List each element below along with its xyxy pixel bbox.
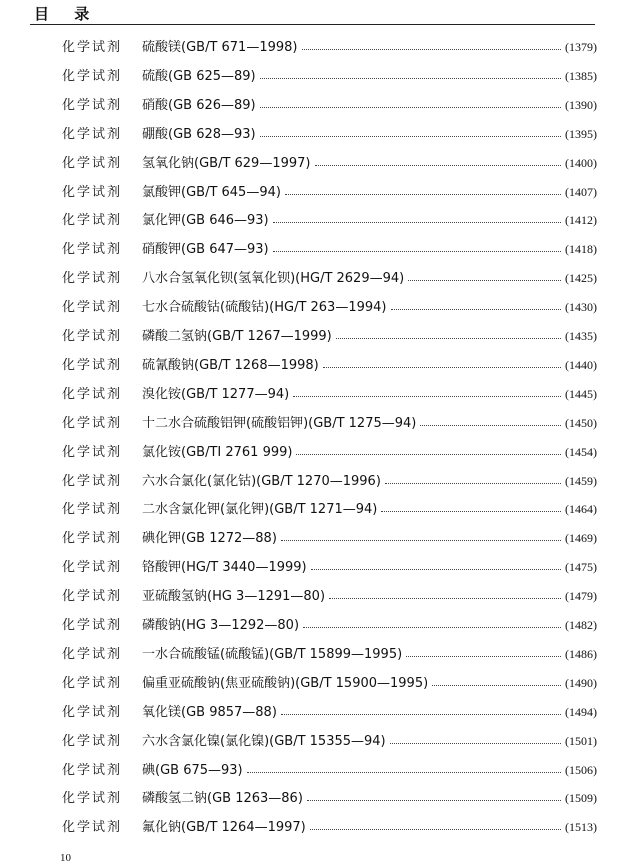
entry-category: 化学试剂 (62, 618, 123, 633)
entry-line (142, 296, 597, 315)
entry-title: 硝酸钾(GB 647—93) (142, 242, 269, 258)
toc-entry[interactable] (0, 787, 625, 809)
entry-line (142, 672, 597, 691)
entry-page-number: (1445) (565, 386, 597, 401)
entry-line (142, 65, 597, 84)
entry-title: 硼酸(GB 628—93) (142, 126, 256, 142)
entry-title: 磷酸钠(HG 3—1292—80) (142, 618, 300, 633)
entry-line (142, 181, 597, 200)
entry-category: 化学试剂 (62, 646, 123, 662)
toc-entry[interactable] (0, 672, 625, 694)
dot-leader (381, 511, 561, 512)
entry-page-number: (1385) (565, 68, 597, 83)
entry-page-number: (1501) (565, 733, 597, 748)
entry-line (142, 585, 597, 604)
dot-leader (273, 222, 561, 223)
toc-entry[interactable] (0, 585, 625, 607)
dot-leader (260, 107, 561, 108)
dot-leader (408, 280, 561, 281)
entry-line (142, 267, 597, 286)
entry-title: 亚硫酸氢钠(HG 3—1291—80) (142, 589, 326, 605)
toc-entry[interactable] (0, 759, 625, 781)
entry-title: 一水合硫酸锰(硫酸锰)(GB/T 15899—1995) (142, 646, 403, 662)
toc-entry[interactable] (0, 643, 625, 665)
dot-leader (296, 454, 561, 455)
toc-entry[interactable] (0, 354, 625, 376)
entry-category: 化学试剂 (62, 242, 123, 258)
toc-entry[interactable] (0, 325, 625, 347)
entry-line (142, 36, 597, 55)
entry-category: 化学试剂 (62, 531, 123, 547)
toc-entry[interactable] (0, 123, 625, 145)
toc-entry[interactable] (0, 209, 625, 231)
entry-title: 七水合硫酸钴(硫酸钴)(HG/T 263—1994) (142, 300, 387, 316)
dot-leader (311, 569, 561, 570)
entry-title: 六水含氯化镍(氯化镍)(GB/T 15355—94) (142, 733, 386, 749)
entry-category: 化学试剂 (62, 589, 123, 605)
dot-leader (323, 367, 561, 368)
dot-leader (281, 540, 561, 541)
dot-leader (310, 829, 561, 830)
entry-category: 化学试剂 (62, 126, 123, 142)
entry-page-number: (1395) (565, 126, 597, 141)
entry-title: 硝酸(GB 626—89) (142, 97, 256, 113)
entry-line (142, 643, 597, 662)
entry-page-number: (1482) (565, 618, 597, 632)
entry-page-number: (1454) (565, 444, 597, 459)
toc-entry[interactable] (0, 152, 625, 174)
entry-line (142, 759, 597, 778)
entry-page-number: (1390) (565, 97, 597, 112)
toc-entry[interactable] (0, 383, 625, 405)
entry-title: 氯化钾(GB 646—93) (142, 213, 269, 229)
entry-line (142, 701, 597, 720)
entry-title: 氟化钠(GB/T 1264—1997) (142, 820, 306, 836)
entry-line (142, 94, 597, 113)
entry-page-number: (1435) (565, 329, 597, 343)
entry-category: 化学试剂 (62, 329, 123, 344)
entry-page-number: (1486) (565, 646, 597, 661)
entry-category: 化学试剂 (62, 155, 123, 171)
entry-line (142, 816, 597, 835)
entry-page-number: (1490) (565, 675, 597, 690)
dot-leader (303, 627, 561, 628)
entry-page-number: (1407) (565, 184, 597, 199)
entry-line (142, 383, 597, 402)
page-header (0, 0, 625, 26)
entry-line (142, 325, 597, 344)
entry-line (142, 152, 597, 171)
dot-leader (307, 800, 561, 801)
entry-category: 化学试剂 (62, 184, 123, 200)
dot-leader (336, 338, 561, 339)
dot-leader (247, 772, 561, 773)
entry-page-number: (1506) (565, 762, 597, 777)
entry-page-number: (1450) (565, 415, 597, 430)
entry-title: 二水含氯化钾(氯化钾)(GB/T 1271—94) (142, 502, 378, 518)
dot-leader (281, 714, 561, 715)
entry-category: 化学试剂 (62, 704, 123, 720)
entry-category: 化学试剂 (62, 820, 123, 836)
entry-page-number: (1464) (565, 502, 597, 517)
page-number: 10 (60, 852, 71, 864)
entry-line (142, 354, 597, 373)
dot-leader (273, 251, 561, 252)
entry-category: 化学试剂 (62, 675, 123, 691)
toc-entry[interactable] (0, 238, 625, 260)
dot-leader (432, 685, 561, 686)
entry-title: 溴化铵(GB/T 1277—94) (142, 386, 290, 402)
toc-entry[interactable] (0, 36, 625, 58)
toc-entry[interactable] (0, 730, 625, 752)
toc-entry[interactable] (0, 412, 625, 434)
entry-page-number: (1412) (565, 213, 597, 228)
entry-category: 化学试剂 (62, 502, 123, 518)
entry-category: 化学试剂 (62, 97, 123, 113)
entry-category: 化学试剂 (62, 560, 123, 576)
entry-title: 六水合氯化(氯化钴)(GB/T 1270—1996) (142, 473, 381, 489)
entry-category: 化学试剂 (62, 473, 123, 489)
entry-page-number: (1479) (565, 589, 597, 604)
entry-line (142, 556, 597, 575)
entry-title: 氯酸钾(GB/T 645—94) (142, 184, 281, 200)
dot-leader (315, 165, 562, 166)
entry-page-number: (1469) (565, 531, 597, 546)
entry-page-number: (1425) (565, 271, 597, 286)
entry-title: 碘(GB 675—93) (142, 762, 243, 778)
entry-title: 硫酸(GB 625—89) (142, 68, 256, 84)
toc-entry[interactable] (0, 94, 625, 116)
entry-category: 化学试剂 (62, 213, 123, 229)
entry-page-number: (1379) (565, 40, 597, 54)
toc-entry[interactable] (0, 614, 625, 636)
entry-title: 氢氧化钠(GB/T 629—1997) (142, 155, 311, 171)
toc-entry[interactable] (0, 701, 625, 723)
entry-title: 铬酸钾(HG/T 3440—1999) (142, 560, 307, 576)
entry-title: 磷酸氢二钠(GB 1263—86) (142, 791, 303, 807)
dot-leader (390, 743, 561, 744)
entry-category: 化学试剂 (62, 357, 123, 373)
dot-leader (385, 483, 561, 484)
entry-category: 化学试剂 (62, 68, 123, 84)
entry-line (142, 441, 597, 460)
entry-line (142, 238, 597, 257)
entry-title: 碘化钾(GB 1272—88) (142, 531, 277, 547)
toc-entry[interactable] (0, 441, 625, 463)
entry-page-number: (1400) (565, 155, 597, 170)
toc-entry[interactable] (0, 267, 625, 289)
entry-category: 化学试剂 (62, 386, 123, 402)
entry-title: 磷酸二氢钠(GB/T 1267—1999) (142, 329, 332, 344)
dot-leader (302, 49, 562, 50)
toc-entry[interactable] (0, 498, 625, 520)
entry-page-number: (1509) (565, 791, 597, 806)
entry-category: 化学试剂 (62, 40, 123, 55)
entry-category: 化学试剂 (62, 733, 123, 749)
entry-line (142, 614, 597, 633)
entry-category: 化学试剂 (62, 791, 123, 807)
entry-line (142, 470, 597, 489)
entry-line (142, 498, 597, 517)
dot-leader (406, 656, 561, 657)
entry-category: 化学试剂 (62, 415, 123, 431)
entry-line (142, 730, 597, 749)
entry-page-number: (1418) (565, 242, 597, 257)
dot-leader (391, 309, 562, 310)
dot-leader (329, 598, 561, 599)
entry-title: 八水合氢氧化钡(氢氧化钡)(HG/T 2629—94) (142, 271, 405, 287)
entry-category: 化学试剂 (62, 271, 123, 287)
entry-title: 硫酸镁(GB/T 671—1998) (142, 40, 298, 55)
dot-leader (293, 396, 561, 397)
entry-title: 偏重亚硫酸钠(焦亚硫酸钠)(GB/T 15900—1995) (142, 675, 429, 691)
dot-leader (420, 425, 561, 426)
entry-page-number: (1475) (565, 560, 597, 575)
toc-entry[interactable] (0, 470, 625, 492)
toc-entry[interactable] (0, 181, 625, 203)
entry-title: 氯化铵(GB/TI 2761 999) (142, 444, 293, 460)
toc-entry[interactable] (0, 556, 625, 578)
entry-category: 化学试剂 (62, 300, 123, 316)
entry-line (142, 527, 597, 546)
entry-title: 氧化镁(GB 9857—88) (142, 704, 277, 720)
entry-category: 化学试剂 (62, 444, 123, 460)
entry-page-number: (1440) (565, 357, 597, 372)
toc-entry[interactable] (0, 65, 625, 87)
entry-page-number: (1513) (565, 820, 597, 835)
entry-page-number: (1459) (565, 473, 597, 488)
entry-line (142, 412, 597, 431)
dot-leader (260, 136, 561, 137)
dot-leader (285, 194, 561, 195)
entry-line (142, 209, 597, 228)
entry-line (142, 123, 597, 142)
header-divider (30, 24, 595, 25)
entry-page-number: (1430) (565, 300, 597, 315)
entry-category: 化学试剂 (62, 762, 123, 778)
entry-line (142, 787, 597, 806)
entry-title: 硫氰酸钠(GB/T 1268—1998) (142, 357, 319, 373)
toc-heading: 目 录 (34, 5, 100, 23)
entry-page-number: (1494) (565, 704, 597, 719)
toc-entry[interactable] (0, 527, 625, 549)
dot-leader (260, 78, 561, 79)
toc-entry[interactable] (0, 816, 625, 838)
toc-entry[interactable] (0, 296, 625, 318)
entry-title: 十二水合硫酸铝钾(硫酸铝钾)(GB/T 1275—94) (142, 415, 417, 431)
